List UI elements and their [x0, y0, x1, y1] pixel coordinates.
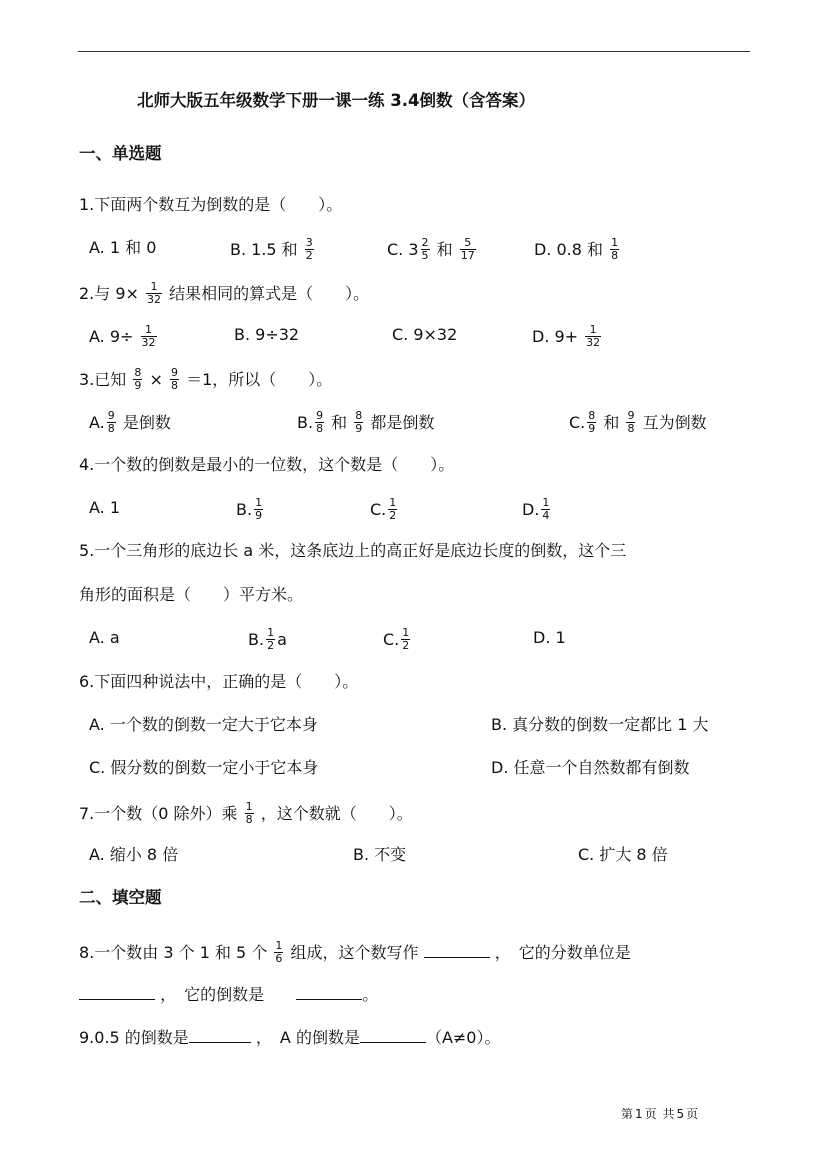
q4-option-b: B. $\frac{1}{9}$ [236, 496, 263, 522]
fraction: $\frac{1}{2}$ [267, 626, 275, 652]
fraction: $\frac{1}{9}$ [255, 496, 263, 522]
question-4-stem: 4.一个数的倒数是最小的一位数，这个数是（ ）。 [79, 455, 455, 474]
q7-option-b: B. 不变 [353, 845, 407, 864]
answer-blank[interactable] [296, 985, 362, 1000]
q2-option-d: D. 9+ $\frac{1}{32}$ [532, 323, 601, 349]
fraction: $\frac{1}{32}$ [147, 280, 162, 306]
q3-option-a: A. $\frac{9}{8}$ 是倒数 [89, 409, 171, 435]
question-9: 9.0.5 的倒数是 ， A 的倒数是 （A≠0）。 [79, 1028, 501, 1047]
answer-blank[interactable] [360, 1028, 426, 1043]
q1-option-c: C. 3 $\frac{2}{5}$ 和 $\frac{5}{17}$ [387, 236, 475, 262]
question-2-stem: 2.与 9× $\frac{1}{32}$ 结果相同的算式是（ ）。 [79, 280, 370, 306]
answer-blank[interactable] [424, 943, 490, 958]
q6-option-c: C. 假分数的倒数一定小于它本身 [89, 758, 319, 777]
fraction: $\frac{1}{32}$ [141, 323, 156, 349]
fraction: $\frac{1}{2}$ [389, 496, 397, 522]
q7-option-a: A. 缩小 8 倍 [89, 845, 179, 864]
fraction: $\frac{9}{8}$ [107, 409, 115, 435]
fraction: $\frac{1}{8}$ [245, 800, 253, 826]
fraction: $\frac{8}{9}$ [355, 409, 363, 435]
q6-option-a: A. 一个数的倒数一定大于它本身 [89, 715, 318, 734]
header-rule [78, 51, 750, 52]
fraction: $\frac{9}{8}$ [627, 409, 635, 435]
answer-blank[interactable] [189, 1028, 251, 1043]
fraction: $\frac{1}{6}$ [275, 939, 283, 965]
q5-option-c: C. $\frac{1}{2}$ [383, 626, 410, 652]
section-heading-fill-blank: 二、填空题 [79, 888, 162, 907]
q5-option-d: D. 1 [533, 628, 566, 647]
q3-option-b: B. $\frac{9}{8}$ 和 $\frac{8}{9}$ 都是倒数 [297, 409, 435, 435]
q1-option-b: B. 1.5 和 $\frac{3}{2}$ [230, 236, 313, 262]
fraction: $\frac{3}{2}$ [305, 236, 313, 262]
q1-option-d: D. 0.8 和 $\frac{1}{8}$ [534, 236, 619, 262]
fraction: $\frac{5}{17}$ [460, 236, 475, 262]
q4-option-a: A. 1 [89, 498, 121, 517]
fraction: $\frac{8}{9}$ [134, 366, 142, 392]
question-3-stem: 3.已知 $\frac{8}{9}$ × $\frac{9}{8}$ ＝1，所以（ ）。 [79, 366, 333, 392]
fraction: $\frac{9}{8}$ [316, 409, 324, 435]
document-title: 北师大版五年级数学下册一课一练 3.4倒数（含答案） [137, 91, 535, 110]
section-heading-single-choice: 一、单选题 [79, 144, 162, 163]
q2-option-b: B. 9÷32 [234, 325, 300, 344]
fraction: $\frac{1}{32}$ [586, 323, 601, 349]
q2-option-a: A. 9÷ $\frac{1}{32}$ [89, 323, 156, 349]
answer-blank[interactable] [79, 985, 155, 1000]
question-5-stem-line2: 角形的面积是（ ）平方米。 [79, 585, 304, 604]
fraction: $\frac{2}{5}$ [421, 236, 429, 262]
q5-option-b: B. $\frac{1}{2}$ a [248, 626, 287, 652]
fraction: $\frac{1}{8}$ [611, 236, 619, 262]
q6-option-d: D. 任意一个自然数都有倒数 [491, 758, 690, 777]
q6-option-b: B. 真分数的倒数一定都比 1 大 [491, 715, 709, 734]
page-footer: 第 1 页 共 5 页 [621, 1107, 699, 1121]
question-8-line2: ， 它的倒数是 。 [79, 985, 378, 1005]
q3-option-c: C. $\frac{8}{9}$ 和 $\frac{9}{8}$ 互为倒数 [569, 409, 707, 435]
question-7-stem: 7.一个数（0 除外）乘 $\frac{1}{8}$ ，这个数就（ ）。 [79, 800, 413, 826]
question-1-stem: 1.下面两个数互为倒数的是（ ）。 [79, 195, 343, 214]
q1-option-a: A. 1 和 0 [89, 238, 157, 257]
q4-option-c: C. $\frac{1}{2}$ [370, 496, 397, 522]
fraction: $\frac{8}{9}$ [588, 409, 596, 435]
fraction: $\frac{1}{4}$ [542, 496, 550, 522]
question-5-stem-line1: 5.一个三角形的底边长 a 米，这条底边上的高正好是底边长度的倒数，这个三 [79, 541, 627, 560]
question-6-stem: 6.下面四种说法中，正确的是（ ）。 [79, 672, 359, 691]
fraction: $\frac{1}{2}$ [402, 626, 410, 652]
question-8-line1: 8.一个数由 3 个 1 和 5 个 $\frac{1}{6}$ 组成，这个数写作 ， 它的分数单位是 [79, 939, 631, 965]
q2-option-c: C. 9×32 [392, 325, 458, 344]
q4-option-d: D. $\frac{1}{4}$ [522, 496, 550, 522]
fraction: $\frac{9}{8}$ [170, 366, 178, 392]
q7-option-c: C. 扩大 8 倍 [578, 845, 668, 864]
q5-option-a: A. a [89, 628, 120, 647]
